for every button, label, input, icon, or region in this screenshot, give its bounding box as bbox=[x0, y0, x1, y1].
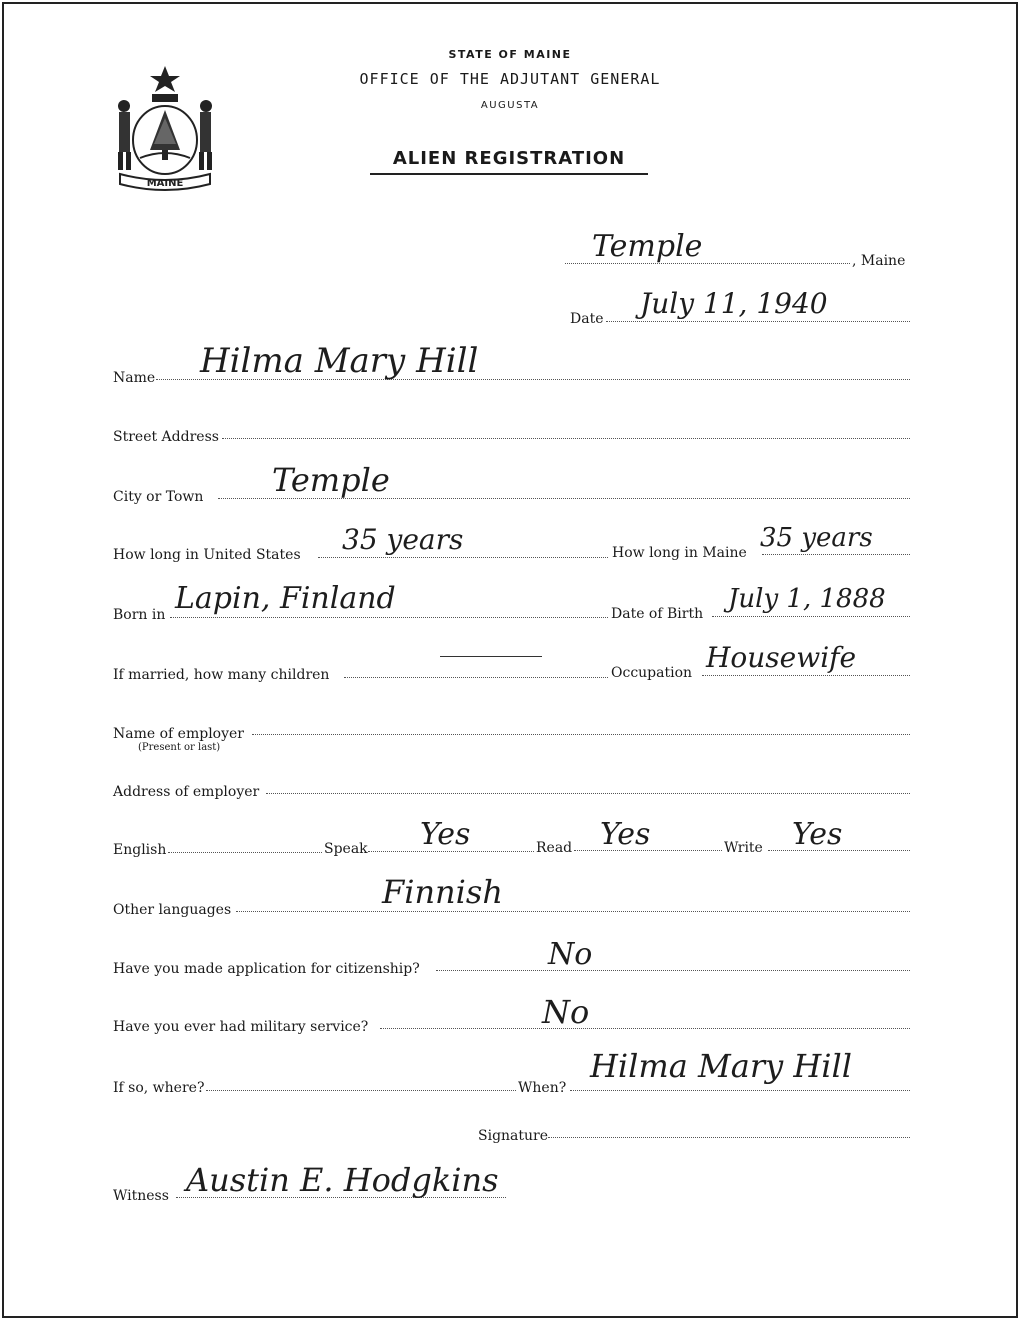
write-entry: Yes bbox=[792, 817, 843, 852]
employer-sublabel: (Present or last) bbox=[138, 742, 221, 753]
when-line bbox=[570, 1090, 910, 1091]
read-entry: Yes bbox=[600, 817, 651, 852]
citizenship-entry: No bbox=[548, 937, 593, 972]
occupation-label: Occupation bbox=[611, 665, 693, 681]
employer-label: Name of employer bbox=[113, 726, 244, 742]
city-entry: Temple bbox=[272, 461, 390, 499]
office-heading: OFFICE OF THE ADJUTANT GENERAL bbox=[359, 70, 661, 88]
other-languages-label: Other languages bbox=[113, 902, 232, 918]
date-label: Date bbox=[570, 311, 604, 327]
occupation-entry: Housewife bbox=[706, 641, 857, 674]
children-dash bbox=[440, 656, 542, 657]
other-languages-entry: Finnish bbox=[382, 873, 503, 911]
how-long-maine-entry: 35 years bbox=[760, 523, 873, 553]
born-in-line bbox=[170, 617, 608, 618]
state-heading: STATE OF MAINE bbox=[448, 48, 572, 61]
street-line bbox=[222, 438, 910, 439]
svg-text:MAINE: MAINE bbox=[146, 178, 184, 189]
read-label: Read bbox=[536, 840, 573, 856]
town-entry: Temple bbox=[592, 229, 703, 264]
date-of-birth-line bbox=[712, 616, 910, 617]
how-long-us-entry: 35 years bbox=[342, 523, 464, 556]
military-line bbox=[380, 1028, 910, 1029]
date-line bbox=[606, 321, 910, 322]
date-of-birth-label: Date of Birth bbox=[611, 606, 704, 622]
name-entry: Hilma Mary Hill bbox=[200, 341, 479, 381]
maine-label: , Maine bbox=[852, 253, 906, 269]
military-label: Have you ever had military service? bbox=[113, 1019, 369, 1035]
form-title: ALIEN REGISTRATION bbox=[370, 148, 648, 175]
witness-label: Witness bbox=[113, 1188, 169, 1204]
speak-entry: Yes bbox=[420, 817, 471, 852]
how-long-maine-label: How long in Maine bbox=[612, 545, 747, 561]
children-line bbox=[344, 677, 608, 678]
employer-address-line bbox=[266, 793, 910, 794]
signature-label: Signature bbox=[478, 1128, 549, 1144]
city-heading: AUGUSTA bbox=[480, 100, 540, 111]
employer-address-label: Address of employer bbox=[113, 784, 260, 800]
english-line bbox=[168, 852, 322, 853]
how-long-us-label: How long in United States bbox=[113, 547, 301, 563]
signature-line bbox=[548, 1137, 910, 1138]
how-long-us-line bbox=[318, 557, 608, 558]
how-long-maine-line bbox=[762, 554, 910, 555]
street-label: Street Address bbox=[113, 429, 219, 445]
occupation-line bbox=[702, 675, 910, 676]
witness-entry: Austin E. Hodgkins bbox=[186, 1161, 499, 1199]
citizenship-label: Have you made application for citizenship? bbox=[113, 961, 420, 977]
speak-label: Speak bbox=[324, 841, 368, 857]
page-border bbox=[2, 2, 1018, 1318]
name-label: Name bbox=[113, 370, 156, 386]
citizenship-line bbox=[436, 970, 910, 971]
where-label: If so, where? bbox=[113, 1080, 205, 1096]
other-languages-line bbox=[236, 911, 910, 912]
write-label: Write bbox=[724, 840, 763, 856]
children-label: If married, how many children bbox=[113, 667, 330, 683]
english-label: English bbox=[113, 842, 167, 858]
employer-line bbox=[252, 734, 910, 735]
born-in-label: Born in bbox=[113, 607, 166, 623]
date-of-birth-entry: July 1, 1888 bbox=[728, 584, 886, 614]
where-line bbox=[206, 1090, 516, 1091]
when-label: When? bbox=[518, 1080, 567, 1096]
military-entry: No bbox=[542, 993, 590, 1031]
signature-entry: Hilma Mary Hill bbox=[590, 1047, 852, 1085]
born-in-entry: Lapin, Finland bbox=[175, 581, 396, 616]
date-entry: July 11, 1940 bbox=[640, 287, 828, 320]
city-label: City or Town bbox=[113, 489, 204, 505]
